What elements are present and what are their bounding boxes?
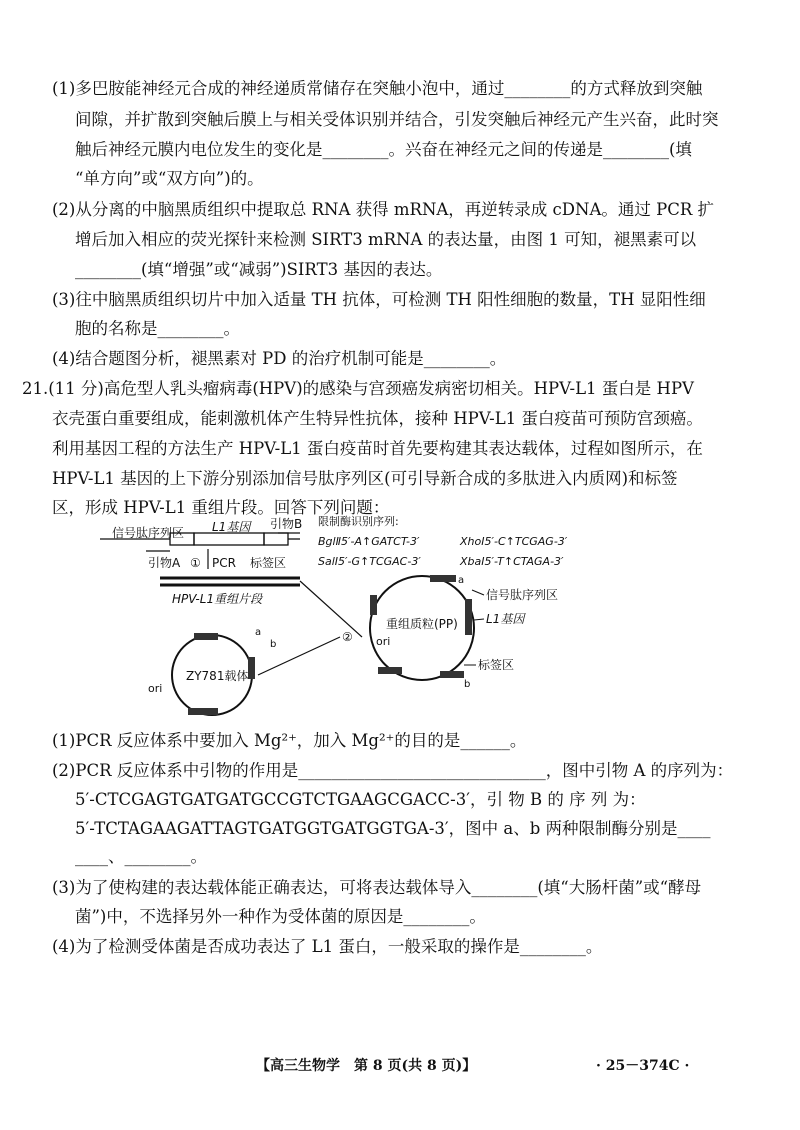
label-signal-peptide: 信号肽序列区 <box>112 526 185 540</box>
label-primer-b: 引物B <box>270 517 303 531</box>
q20-1-line4: “单方向”或“双方向”)的。 <box>75 169 264 188</box>
label-vector: ZY781载体 <box>186 669 249 683</box>
q20-2-line1: (2)从分离的中脑黑质组织中提取总 RNA 获得 mRNA，再逆转录成 cDNA。通过 PCR 扩 <box>52 200 715 219</box>
label-fragment: HPV-L1重组片段 <box>172 592 263 606</box>
footer-code: · 25－374C · <box>596 1058 690 1074</box>
q21-intro-line3: 利用基因工程的方法生产 HPV-L1 蛋白疫苗时首先要构建其表达载体，过程如图所示，在 <box>52 439 703 458</box>
q20-2-line2: 增后加入相应的荧光探针来检测 SIRT3 mRNA 的表达量，由图 1 可知，褪黑素可以 <box>75 230 697 249</box>
l1-gene-box <box>194 533 264 545</box>
label-l1-gene: L1基因 <box>212 520 251 534</box>
label-step2: ② <box>342 630 353 644</box>
label-b2: b <box>464 679 471 690</box>
q21-intro-line1: 21.(11 分)高危型人乳头瘤病毒(HPV)的感染与宫颈癌发病密切相关。HPV-L1 蛋白是 HPV <box>22 379 694 398</box>
enzyme-xbai: XbaⅠ5′-T↑CTAGA-3′ <box>460 555 564 568</box>
q21-4-line1: (4)为了检测受体菌是否成功表达了 L1 蛋白，一般采取的操作是________。 <box>52 937 603 956</box>
q20-4-line1: (4)结合题图分析，褪黑素对 PD 的治疗机制可能是________。 <box>52 349 507 368</box>
enzyme-xhoi: XhoⅠ5′-C↑TCGAG-3′ <box>460 535 568 548</box>
label-pp-tag: 标签区 <box>478 658 515 672</box>
q21-intro-line2: 衣壳蛋白重要组成，能刺激机体产生特异性抗体，接种 HPV-L1 蛋白疫苗可预防宫颈癌。 <box>52 409 703 428</box>
q20-2-line3: ________(填“增强”或“减弱”)SIRT3 基因的表达。 <box>75 260 443 279</box>
label-pp-l1: L1基因 <box>486 612 525 626</box>
recombinant-plasmid-figure <box>100 515 610 720</box>
tag-box <box>264 533 288 545</box>
q20-3-line2: 胞的名称是________。 <box>75 319 240 338</box>
q20-3-line1: (3)往中脑黑质组织切片中加入适量 TH 抗体，可检测 TH 阳性细胞的数量，TH 显阳性细 <box>52 290 706 309</box>
q21-3-line2: 菌”)中，不选择另外一种作为受体菌的原因是________。 <box>75 907 486 926</box>
q21-2-line3: 5′-TCTAGAAGATTAGTGATGGTGATGGTGA-3′，图中 a、b 两种限制酶分别是____ <box>75 819 711 838</box>
label-primer-a: 引物A <box>148 556 181 570</box>
label-a: a <box>255 627 262 638</box>
q21-2-line4: ____、________。 <box>75 847 207 866</box>
q20-1-line3: 触后神经元膜内电位发生的变化是________。兴奋在神经元之间的传递是________(填 <box>75 140 692 159</box>
q21-intro-line5: 区，形成 HPV-L1 重组片段。回答下列问题： <box>52 498 390 517</box>
footer-page-info: 【高三生物学 第 8 页(共 8 页)】 <box>256 1058 477 1074</box>
label-b: b <box>270 639 277 650</box>
q20-1-line2: 间隙，并扩散到突触后膜上与相关受体识别并结合，引发突触后神经元产生兴奋，此时突 <box>75 110 719 129</box>
q21-intro-line4: HPV-L1 基因的上下游分别添加信号肽序列区(可引导新合成的多肽进入内质网)和标签 <box>52 469 678 488</box>
q20-1-line1: (1)多巴胺能神经元合成的神经递质常储存在突触小泡中，通过________的方式释放到突触 <box>52 79 703 98</box>
q21-2-line2: 5′-CTCGAGTGATGATGCCGTCTGAAGCGACC-3′，引 物 B 的 序 列 为： <box>75 790 646 809</box>
label-enzyme-title: 限制酶识别序列: <box>318 515 399 528</box>
enzyme-sali: SalⅠ5′-G↑TCGAC-3′ <box>318 555 421 568</box>
label-ori: ori <box>148 682 163 695</box>
enzyme-bglii: BglⅡ5′-A↑GATCT-3′ <box>318 535 420 548</box>
label-step1: ① <box>190 556 201 570</box>
label-ori2: ori <box>376 635 391 648</box>
q21-1-line1: (1)PCR 反应体系中要加入 Mg²⁺，加入 Mg²⁺的目的是______。 <box>52 731 527 750</box>
q21-3-line1: (3)为了使构建的表达载体能正确表达，可将表达载体导入________(填“大肠杆菌”或“酵母 <box>52 878 702 897</box>
label-tag: 标签区 <box>250 556 287 570</box>
label-a2: a <box>458 575 465 586</box>
label-pcr: PCR <box>212 556 236 570</box>
label-plasmid: 重组质粒(PP) <box>386 617 458 631</box>
label-pp-signal: 信号肽序列区 <box>486 588 559 602</box>
q21-2-line1: (2)PCR 反应体系中引物的作用是______________________________，图中引物 A 的序列为： <box>52 761 734 780</box>
